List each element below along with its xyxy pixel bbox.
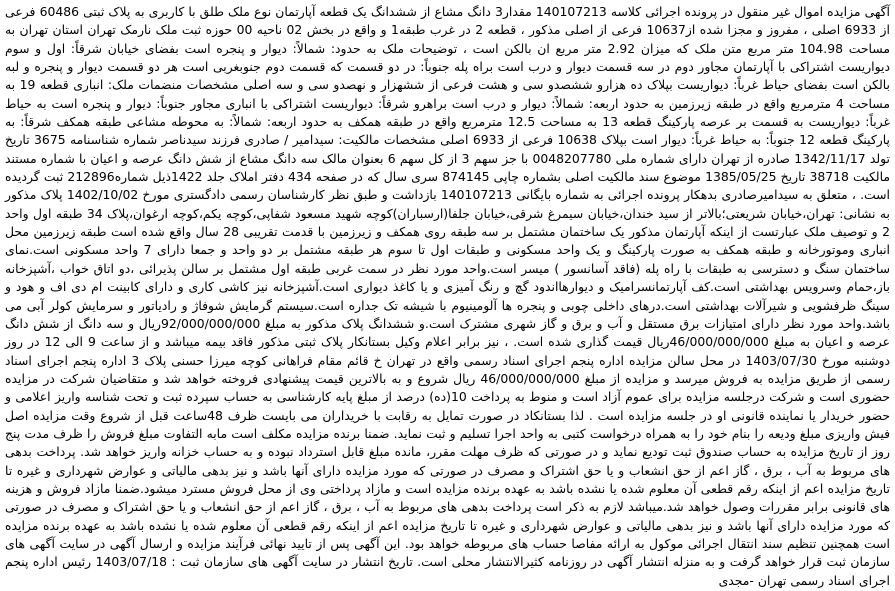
notice-body-text: آگهی مزایده اموال غیر منقول در پرونده اجرائی کلاسه 140107213 مقدار3 دانگ مشاع از ششدانگ یک قطعه آپارتمان نوع ملک طلق با کاربری به پلاک ثبتی 60486 فرعی از 6933 اصلی ، مفروز و مجزا شده از10637 فرعی از اصلی مذکور ، قطعه 2 در غرب طبقه1 و واقع در بخش 02 ناحیه 00 حوزه ثبت ملک نارمک تهران استان تهران به مساحت 104.98 متر مربع متن ملک که میزان 2.92 متر مربع ان بالکن است ، توضیحات ملک به حدود: شمالاً: دیوار و پنجره است بفضای خیابان شرقاً: اول و سوم دیواریست اشتراکی با آپارتمان مجاور دوم در سه قسمت دیوار و درب است براه پله جنوباً: در دو قسمت که قسمت دوم جنوبغربی است هر دو قسمت دیوار و پنجره و لبه بالکن است بفضای حیاط غرباً: دیواریست بپلاک ده هزارو ششصدو سی و هشت فرعی از ششهزار و نهصدو سی و سه اصلی مشخصات منضمات ملک: انباری قطعه 19 به مساحت 4 مترمربع واقع در طبقه زیرزمین به حدود اربعه: شمالاً: دیوار و درب است براهرو شرقاً: دیواریست اشتراکی با انباری مجاور جنوباً: دیوار و پنجره است به حیاط غرباً: دیواریست به قسمت بر عرصه پارکینگ قطعه 13 به مساحت 12.5 مترمربع واقع در طبقه همکف به حدود اربعه: شمالاً: به محوطه مشاعی طبقه همکف شرقاً: به پارکینگ قطعه 12 جنوباً: به حیاط غرباً: دیوار است بپلاک 10638 فرعی از 6933 اصلی مشخصات مالکیت: سیدامیر / صادری فرزند سیدناصر شماره شناسنامه 3675 تاریخ تولد 1342/11/17 صادره از تهران دارای شماره ملی 0048207780 با جز سهم 3 از کل سهم 6 بعنوان مالک سه دانگ مشاع از شش دانگ عرصه و اعیان با شماره مستند مالکیت 38718 تاریخ 1385/05/25 موضوع سند مالکیت اصلی بشماره چاپی 874145 سری سال که در صفحه 434 دفتر املاک جلد 1422ذیل شماره212896 ثبت گردیده است. ، متعلق به سیدامیرصادری بدهکار پرونده اجرائی به شماره بایگانی 140107213 بازداشت و طبق نظر کارشناسان رسمی دادگستری مورخ 1402/10/02 پلاک مذکور به نشانی: تهران،خیابان شریعتی؛بالاتر از سید خندان،خیابان سیمرغ شرقی،خیابان جلفا(ارسباران)کوچه شهید مسعود شفاپی،کوچه یکم،کوچه ارغوان،پلاک 34 طبقه اول واحد 2 و توصیف ملک عبارتست از اینکه آپارتمان مذکور یک ساختمان مشتمل بر سه طبقه روی همکف و زیرزمین با قدمت تقریبی 28 سال واقع شده است طبقه زیرزمین محل انباری وموتورخانه و طبقه همکف به صورت پارکینگ و یک واحد مسکونی و طبقات اول تا سوم هر طبقه مشتمل بر دو واحد و جمعا دارای 7 واحد مسکونی است.نمای ساختمان سنگ و دسترسی به طبقات با راه پله (فاقد آسانسور ) میسر است.واحد مورد نظر در سمت غربی طبقه اول مشتمل بر سالن پذیرائی ،دو اتاق خواب ،آشپزخانه باز،حمام وسرویس بهداشتی است.کف آپارتمانسرامیک و دیوارهااندود گچ و رنگ آمیزی و یا کاغذ دیواری است.آشپزخانه نیز کاشی کاری و دارای کابینت ام دی اف و هود و سینگ ظرفشویی و شیرآلات بهداشتی است.درهای داخلی چوبی و پنجره ها آلومینیوم با شیشه تک جداره است.سیستم گرمایش شوفاژ و رادیاتور و سرمایش کولر آبی می باشد.واحد مورد نظر دارای امتیازات برق مستقل و آب و برق و گاز شهری مشترک است.و ششدانگ پلاک مذکور به مبلغ 92/000/000/000ریال و سه دانگ از شش دانگ عرصه و اعیان به مبلغ 46/000/000/000ریال قیمت گذاری شده است. ، نیز برابر اعلام وکیل بستانکار پلاک ثبتی مذکور فاقد بیمه میباشد و از ساعت 9 الی 12 در روز دوشنبه مورخ 1403/07/30 در محل سالن مزایده اداره پنجم اجرای اسناد رسمی واقع در تهران خ قائم مقام فراهانی کوچه میرزا حسنی پلاک 3 اداره پنجم اجرای اسناد رسمی از طریق مزایده به فروش میرسد و مزایده از مبلغ 46/000/000/000 ریال شروع و به بالاترین قیمت پیشنهادی فروخته خواهد شد و متقاضیان شرکت در مزایده حضوری است و شرکت درجلسه مزایده برای عموم آزاد است و منوط به پرداخت 10(ده) درصد از مبلغ پایه کارشناسی به حساب سپرده ثبت و تحت شناسه واریز اعلامی و حضور خریدار یا نماینده قانونی او در جلسه مزایده است . لذا بستانکاد در صورت تمایل به رقابت با خریداران می بایست ظرف 48ساعت قبل از شروع وقت مزایده اصل فیش واریزی مبلغ ودیعه را بنام خود را به همراه درخواست کتبی به واحد اجرا تسلیم و ثبت نماید. ضمنا برنده مزایده مکلف است مابه التفاوت مبلغ فروش را ظرف مدت پنج روز از تاریخ مزایده به حساب صندوق ثبت تودیع نماید و در صورتی که ظرف مهلت مقرر، مانده مبلغ قابل استرداد نبوده و به حساب خزانه واریز خواهد شد. پرداخت بدهی های مربوط به آب ، برق ، گاز اعم از حق انشعاب و یا حق اشتراک و مصرف در صورتی که مورد مزایده دارای آنها باشد و نیز بدهی مالیاتی و عوارض شهرداری و غیره تا تاریخ مزایده اعم از اینکه رقم قطعی آن معلوم شده یا نشده باشد به عهده برنده مزایده است و مازاد پرداختی وی از محل فروش مسترد میشود.ضمنا مازاد فروش و هزینه های قانونی برابر مقررات وصول خواهد شد.میباشد لازم به ذکر است پرداخت بدهی های مربوط به آب ، برق ، گاز اعم از حق انشعاب و یا حق اشتراک و مصرف در صورتی که مورد مزایده دارای آنها باشد و نیز بدهی مالیاتی و عوارض شهرداری و غیره تا تاریخ مزایده اعم از اینکه رقم قطعی آن معلوم شده یا نشده باشد به عهده برنده مزایده است همچنین تنظیم سند انتقال اجرائی موکول به ارائه مفاصا حساب های مربوطه خواهد بود. این آگهی پس از تایید نهائی فرآیند مزایده و ارسال آگهی در سایت آگهی های سازمان ثبت قرار خواهد گرفت و به منزله انتشار آگهی در روزنامه کثیرالانتشار محلی است. تاریخ انتشار در سایت آگهی های سازمان ثبت : 1403/07/18 رئیس اداره پنجم اجرای اسناد رسمی تهران -مجدی [5, 4, 891, 588]
